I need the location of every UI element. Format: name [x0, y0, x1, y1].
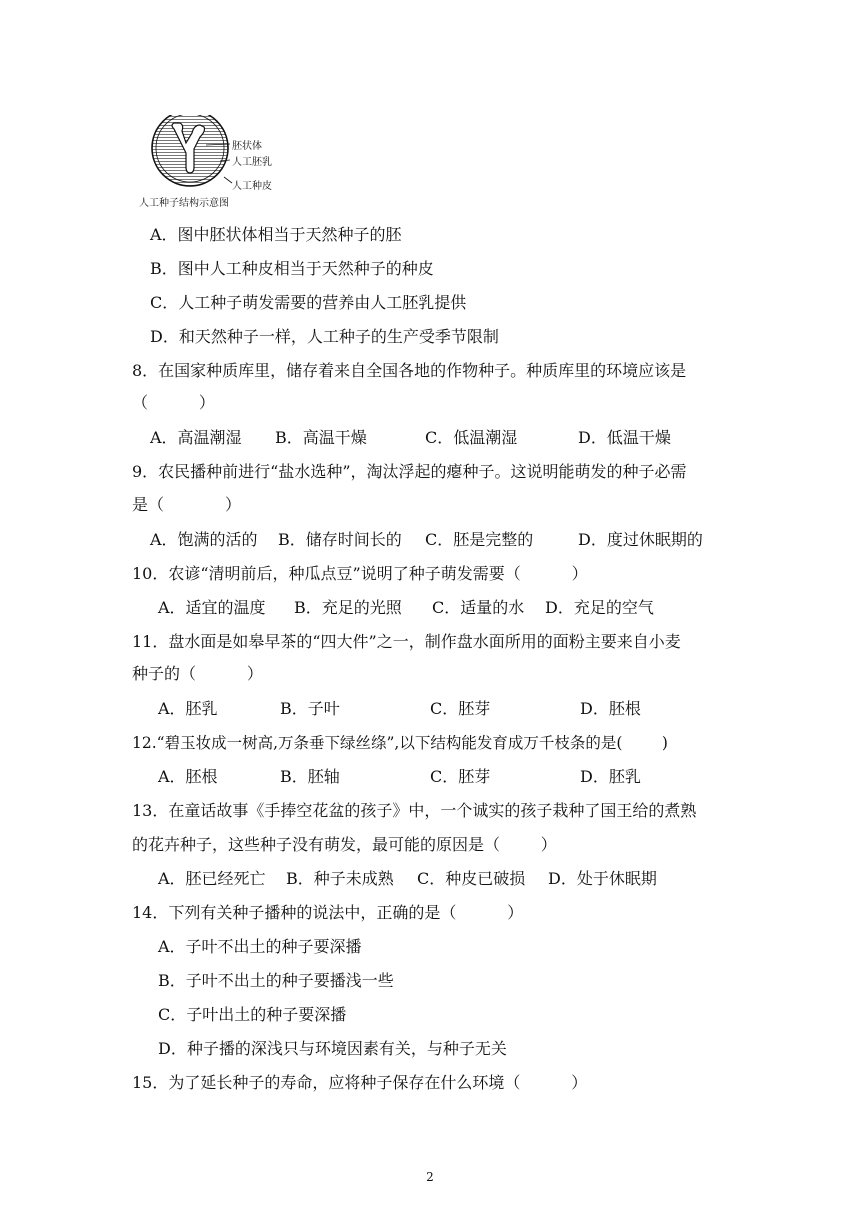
- label-embryoid: 胚状体: [232, 141, 262, 152]
- q13-stem-cont: 的花卉种子，这些种子没有萌发，最可能的原因是（ ）: [132, 835, 557, 854]
- q11-stem: 11．盘水面是如皋早茶的“四大件”之一，制作盘水面所用的面粉主要来自小麦: [132, 632, 681, 651]
- q14-option-d: D．种子播的深浅只与环境因素有关，与种子无关: [158, 1039, 507, 1058]
- page-number: 2: [426, 1170, 434, 1184]
- artificial-seed-figure: [140, 115, 300, 210]
- q13-option-c: C．种皮已破损: [417, 869, 526, 888]
- q10-option-a: A．适宜的温度: [158, 598, 266, 617]
- label-artificial-seed-coat: 人工种皮: [232, 181, 272, 192]
- q13-option-d: D．处于休眠期: [548, 869, 657, 888]
- q12-stem: 12.“碧玉妆成一树高,万条垂下绿丝绦”,以下结构能发育成万千枝条的是( ): [132, 734, 668, 752]
- q10-option-b: B．充足的光照: [294, 598, 402, 617]
- q13-stem: 13．在童话故事《手捧空花盆的孩子》中，一个诚实的孩子栽种了国王给的煮熟: [132, 801, 697, 820]
- q13-option-a: A．胚已经死亡: [158, 869, 266, 888]
- q12-option-a: A．胚根: [158, 767, 218, 786]
- q8-option-d: D．低温干燥: [578, 428, 671, 447]
- q9-option-b: B．储存时间长的: [278, 530, 402, 549]
- q11-option-c: C．胚芽: [430, 699, 491, 718]
- q12-option-d: D．胚乳: [580, 767, 641, 786]
- q7-option-a: A．图中胚状体相当于天然种子的胚: [150, 225, 402, 244]
- figure-caption: 人工种子结构示意图: [139, 198, 229, 209]
- q14-option-a: A．子叶不出土的种子要深播: [158, 937, 362, 956]
- q11-option-a: A．胚乳: [158, 699, 218, 718]
- q15-stem: 15．为了延长种子的寿命，应将种子保存在什么环境（ ）: [132, 1073, 588, 1092]
- q11-option-d: D．胚根: [580, 699, 641, 718]
- q8-stem: 8．在国家种质库里，储存着来自全国各地的作物种子。种质库里的环境应该是: [132, 361, 687, 380]
- q9-stem-cont: 是（ ）: [132, 495, 242, 514]
- q12-option-b: B．胚轴: [280, 767, 340, 786]
- q11-stem-cont: 种子的（ ）: [132, 664, 263, 683]
- label-artificial-endosperm: 人工胚乳: [232, 157, 272, 168]
- q8-stem-cont: （ ）: [132, 393, 215, 412]
- q9-stem: 9．农民播种前进行“盐水选种”，淘汰浮起的瘪种子。这说明能萌发的种子必需: [132, 462, 687, 481]
- q14-option-b: B．子叶不出土的种子要播浅一些: [158, 971, 394, 990]
- q14-option-c: C．子叶出土的种子要深播: [158, 1005, 347, 1024]
- q10-option-c: C．适量的水: [432, 598, 525, 617]
- q13-option-b: B．种子未成熟: [286, 869, 394, 888]
- q9-option-d: D．度过休眠期的: [578, 530, 703, 549]
- q10-option-d: D．充足的空气: [545, 598, 654, 617]
- q14-stem: 14．下列有关种子播种的说法中，正确的是（ ）: [132, 903, 524, 922]
- q8-option-b: B．高温干燥: [275, 428, 367, 447]
- q11-option-b: B．子叶: [280, 699, 340, 718]
- q9-option-c: C．胚是完整的: [425, 530, 534, 549]
- q12-option-c: C．胚芽: [430, 767, 491, 786]
- q7-option-d: D．和天然种子一样，人工种子的生产受季节限制: [150, 327, 499, 346]
- q7-option-c: C．人工种子萌发需要的营养由人工胚乳提供: [150, 293, 467, 312]
- q8-option-c: C．低温潮湿: [425, 428, 518, 447]
- q10-stem: 10．农谚“清明前后，种瓜点豆”说明了种子萌发需要（ ）: [132, 564, 588, 583]
- q9-option-a: A．饱满的活的: [150, 530, 258, 549]
- q7-option-b: B．图中人工种皮相当于天然种子的种皮: [150, 259, 434, 278]
- q8-option-a: A．高温潮湿: [150, 428, 242, 447]
